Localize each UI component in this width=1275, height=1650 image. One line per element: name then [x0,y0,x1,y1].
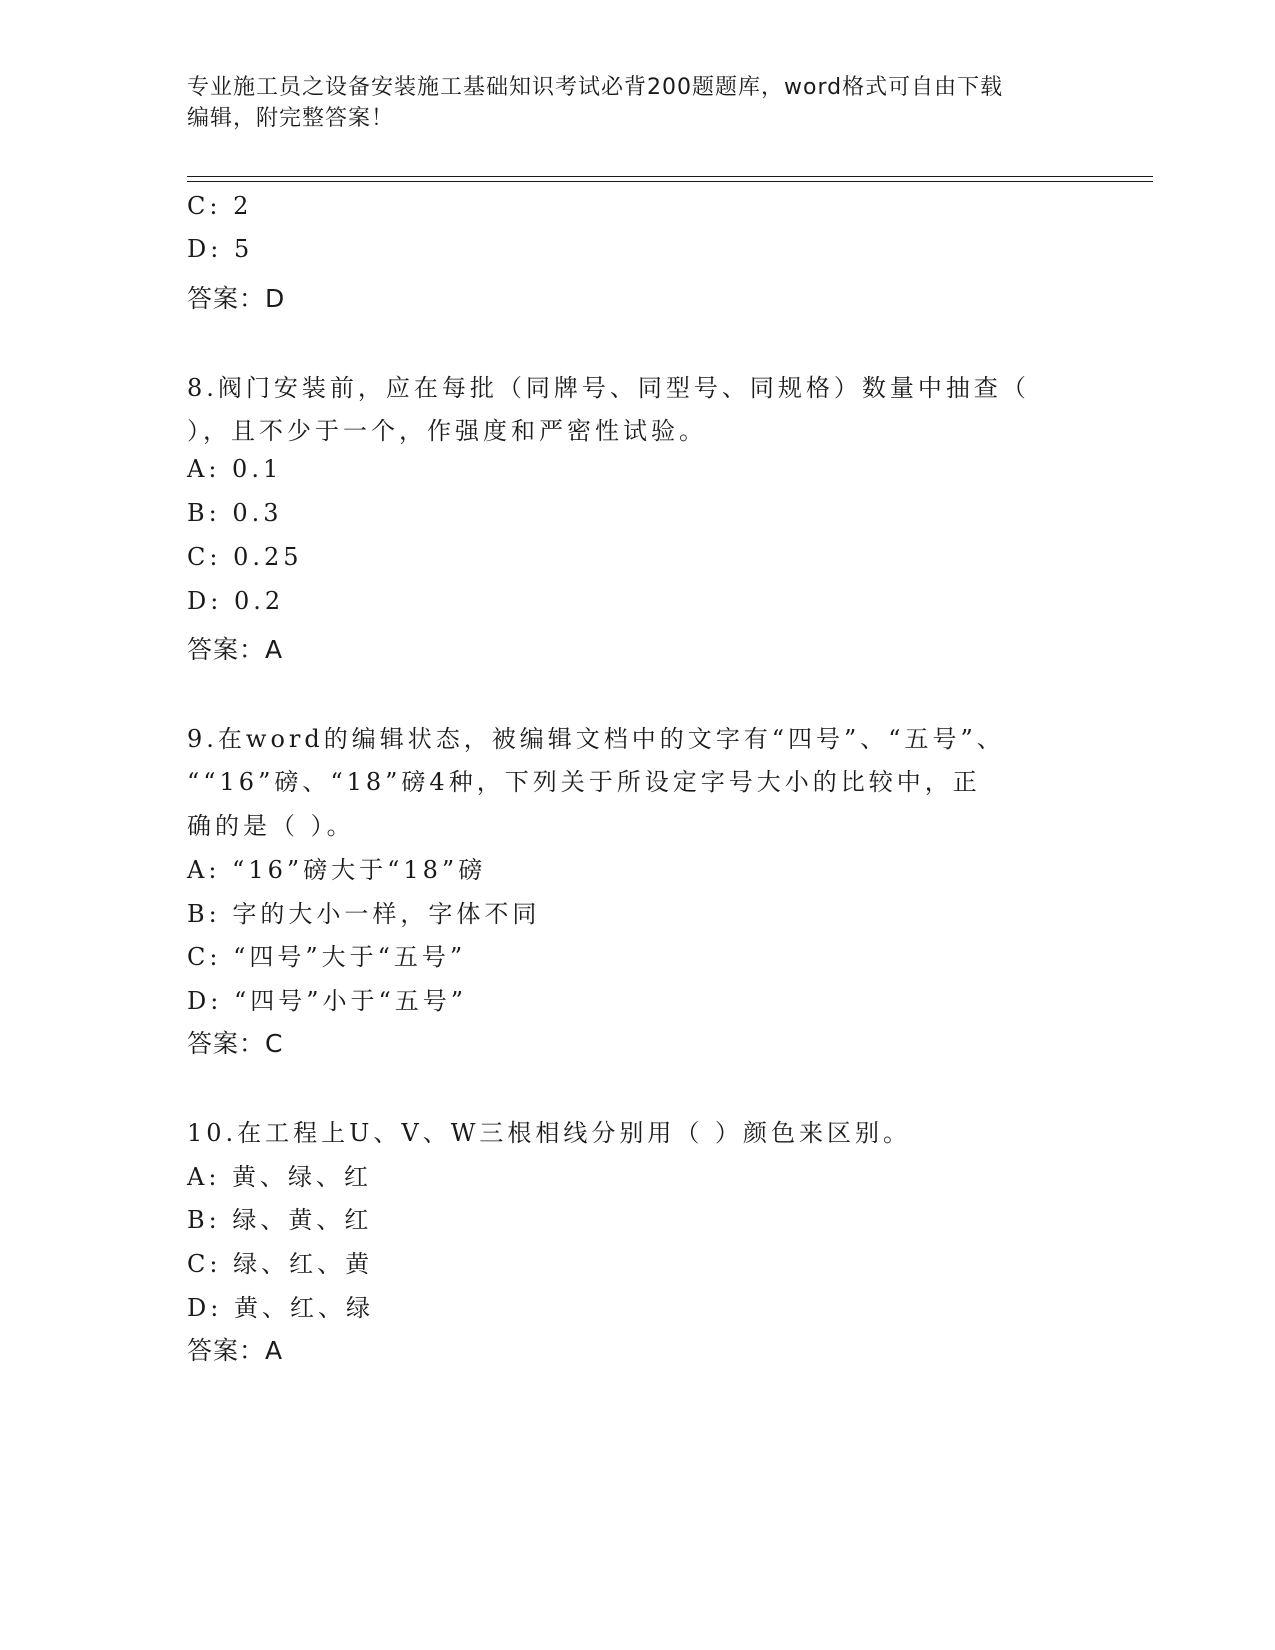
q8-option-a: A: 0.1 [187,455,283,483]
q10-option-b: B: 绿、黄、红 [187,1206,373,1234]
q10-answer: 答案：A [187,1336,284,1365]
q8-answer: 答案：A [187,635,284,664]
q7-option-d: D: 5 [187,235,254,263]
q9-option-b: B: 字的大小一样，字体不同 [187,900,541,928]
q9-stem-line1: 9.在word的编辑状态，被编辑文档中的文字有“四号”、“五号”、 [187,725,1005,753]
q7-option-c: C: 2 [187,192,253,220]
q8-option-c: C: 0.25 [187,543,303,571]
q8-option-d: D: 0.2 [187,587,285,615]
q7-answer: 答案：D [187,284,286,313]
q10-option-a: A: 黄、绿、红 [187,1163,373,1191]
q8-stem-line2: ），且不少于一个，作强度和严密性试验。 [187,417,707,445]
q9-stem-line2: ““16”磅、“18”磅4种，下列关于所设定字号大小的比较中，正 [187,768,981,796]
q9-option-a: A: “16”磅大于“18”磅 [187,856,487,884]
q10-option-c: C: 绿、红、黄 [187,1250,374,1278]
q9-answer: 答案：C [187,1029,284,1058]
q9-stem-line3: 确的是（ ）。 [187,812,355,840]
q8-option-b: B: 0.3 [187,499,283,527]
q10-stem-line1: 10.在工程上U、V、W三根相线分别用（ ）颜色来区别。 [187,1119,912,1147]
header-title-line1: 专业施工员之设备安装施工基础知识考试必背200题题库，word格式可自由下载 [187,75,1004,100]
header-divider-top [187,176,1153,177]
header-title-line2: 编辑，附完整答案！ [187,106,395,131]
document-header [187,72,1067,134]
q9-option-c: C: “四号”大于“五号” [187,943,467,971]
q10-option-d: D: 黄、红、绿 [187,1294,374,1322]
header-divider-bottom [187,181,1153,182]
q9-option-d: D: “四号”小于“五号” [187,987,468,1015]
q8-stem-line1: 8.阀门安装前，应在每批（同牌号、同型号、同规格）数量中抽查（ [187,374,1030,402]
